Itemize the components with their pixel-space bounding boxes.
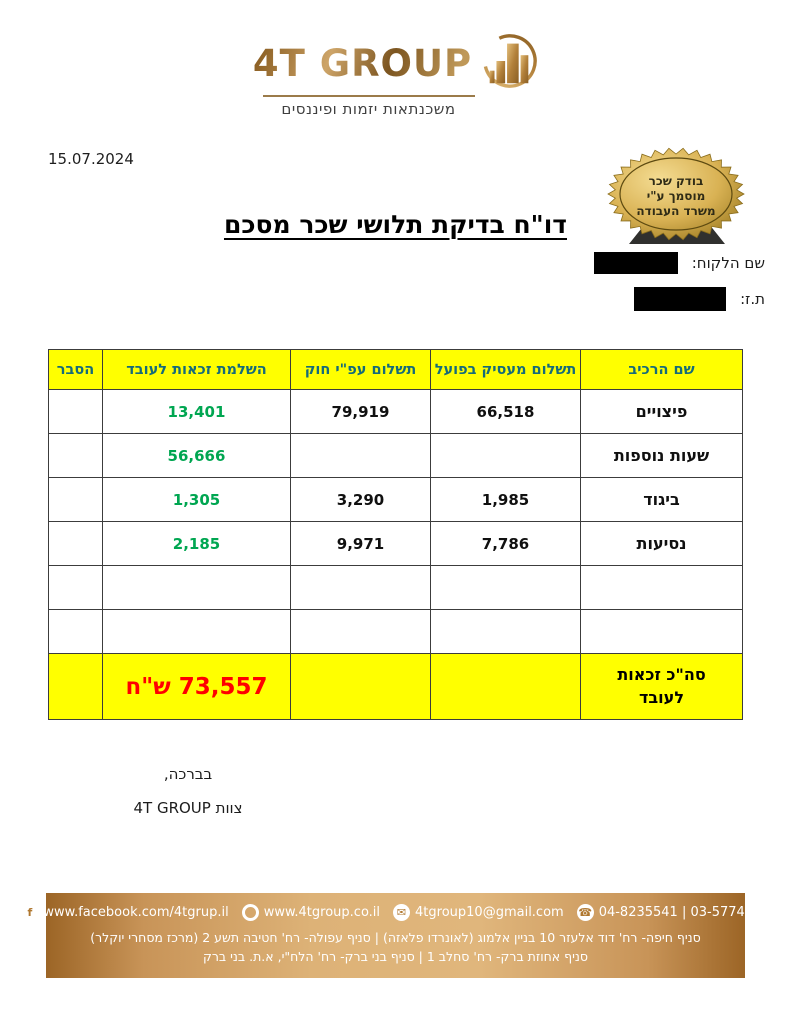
company-logo	[0, 32, 791, 118]
contact-row	[27, 893, 770, 921]
cell-actual-payment: 7,786	[431, 522, 581, 566]
cell-component-name: נסיעות	[581, 522, 743, 566]
cell-actual-payment	[431, 434, 581, 478]
facebook-icon: f	[21, 904, 38, 921]
email-icon: ✉	[393, 904, 410, 921]
globe-icon	[242, 904, 259, 921]
cell-explanation	[49, 390, 103, 434]
website-link[interactable]	[242, 904, 380, 921]
seal-line1: בודק שכר	[648, 174, 704, 188]
logo-wordmark: 4T GROUP	[252, 41, 473, 85]
phone-numbers: 04-8235541 | 03-5774443	[598, 905, 770, 920]
table-row	[49, 478, 743, 522]
col-header-explanation: הסבר	[49, 350, 103, 390]
logo-divider	[263, 95, 475, 97]
col-header-component: שם הרכיב	[581, 350, 743, 390]
facebook-link[interactable]	[21, 904, 228, 921]
col-header-actual-payment: תשלום מעסיק בפועל	[431, 350, 581, 390]
signoff	[128, 765, 248, 817]
phone-icon: ☎	[578, 906, 593, 919]
cell-entitlement-completion: 2,185	[103, 522, 291, 566]
cell-component-name: ביגוד	[581, 478, 743, 522]
table-row-empty	[49, 566, 743, 610]
client-id-label: ת.ז:	[740, 290, 765, 308]
email-link[interactable]	[393, 904, 564, 921]
website-url: www.4tgroup.co.il	[263, 905, 381, 920]
seal-line2: מוסמך ע"י	[646, 189, 706, 203]
table-row	[49, 522, 743, 566]
total-row	[49, 654, 743, 720]
table-row	[49, 390, 743, 434]
cell-lawful-payment: 3,290	[291, 478, 431, 522]
cell-explanation	[49, 478, 103, 522]
cell-lawful-payment: 79,919	[291, 390, 431, 434]
cell-lawful-payment: 9,971	[291, 522, 431, 566]
cell-explanation	[49, 434, 103, 478]
client-name-label: שם הלקוח:	[691, 254, 765, 272]
seal-line3: משרד העבודה	[636, 204, 716, 218]
col-header-lawful-payment: תשלום עפ"י חוק	[291, 350, 431, 390]
salary-check-table	[48, 349, 743, 720]
footer-bar	[27, 893, 770, 978]
signoff-team: צוות 4T GROUP	[133, 799, 243, 817]
address-line-1: סניף חיפה- רח' דוד אלעזר 10 בניין אלמוג (לאונרדו פלאזה) | סניף עפולה- רח' חטיבה תשע 2 (מרכז מסחרי יוקלר)	[90, 930, 701, 945]
total-label: סה"כ זכאות לעובד	[581, 654, 743, 720]
cell-explanation	[49, 522, 103, 566]
total-value: 73,557 ש"ח	[103, 654, 291, 720]
signoff-greeting: בברכה,	[163, 765, 213, 783]
table-row-empty	[49, 610, 743, 654]
cell-actual-payment: 1,985	[431, 478, 581, 522]
address-line-2: סניף אחוזת ברק- רח' סחלב 1 | סניף בני ברק- רח' הלח"י, א.ת. בני ברק	[202, 949, 589, 965]
document-date: 15.07.2024	[48, 150, 134, 168]
client-details	[594, 252, 765, 324]
table-row	[49, 434, 743, 478]
buildings-logo-icon	[480, 32, 538, 94]
table-header-row	[49, 350, 743, 390]
phone-contact	[577, 904, 770, 921]
client-id-redacted	[634, 287, 726, 311]
client-name-redacted	[594, 252, 678, 274]
col-header-entitlement-completion: השלמת זכאות לעובד	[103, 350, 291, 390]
logo-subtitle: משכנתאות יזמות ופיננסים	[281, 100, 456, 118]
page-title: דו"ח בדיקת תלושי שכר מסכם	[223, 210, 567, 239]
cell-entitlement-completion: 13,401	[103, 390, 291, 434]
cell-component-name: פיצויים	[581, 390, 743, 434]
cell-component-name: שעות נוספות	[581, 434, 743, 478]
email-address: 4tgroup10@gmail.com	[415, 905, 564, 920]
cell-entitlement-completion: 1,305	[103, 478, 291, 522]
cell-entitlement-completion: 56,666	[103, 434, 291, 478]
facebook-url: www.facebook.com/4tgrup.il	[43, 905, 229, 920]
cell-actual-payment: 66,518	[431, 390, 581, 434]
cell-lawful-payment	[291, 434, 431, 478]
